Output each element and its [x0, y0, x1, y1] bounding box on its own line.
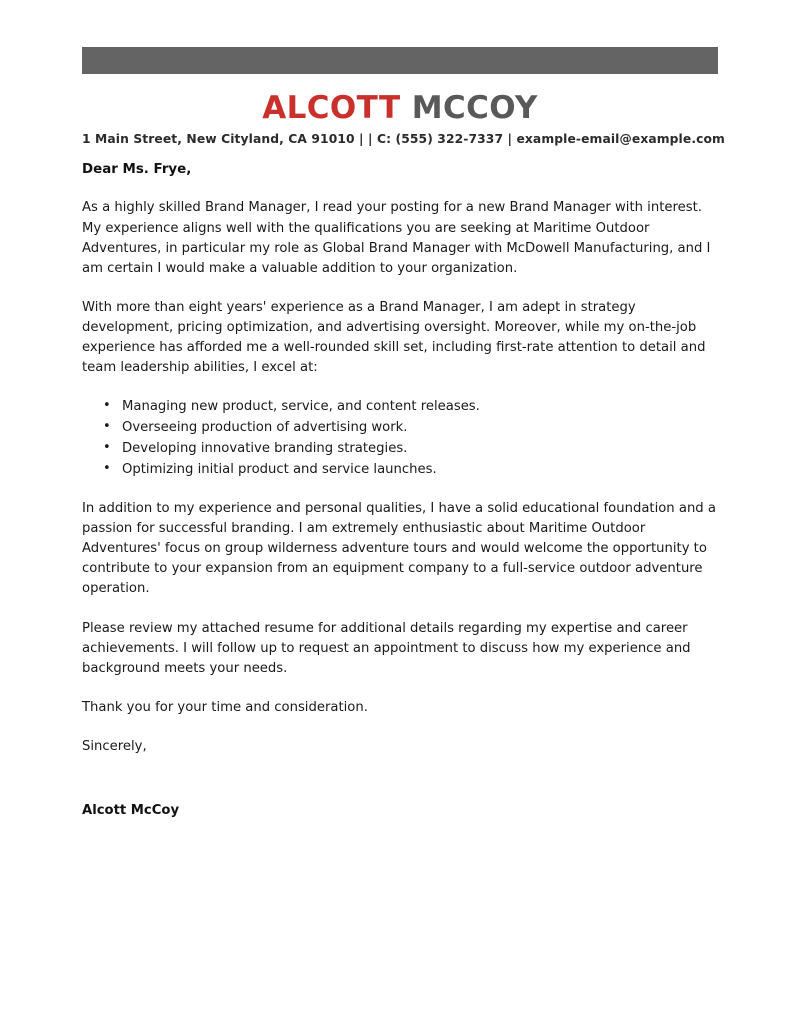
applicant-last-name: MCCOY: [411, 90, 538, 126]
list-item: • Optimizing initial product and service launches.: [82, 460, 720, 480]
list-item: • Developing innovative branding strategies.: [82, 439, 720, 459]
qualifications-list: [82, 397, 720, 480]
list-item: • Managing new product, service, and content releases.: [82, 397, 720, 417]
letter-paragraph-4: Please review my attached resume for additional details regarding my expertise and career achievements. I will follow up to request an appointment to discuss how my experience and background meets your needs.: [82, 620, 691, 676]
letter-paragraph-3: In addition to my experience and personal qualities, I have a solid educational foundation and a passion for successful branding. I am extremely enthusiastic about Maritime Outdoor Adventures' focus on group wilderness adventure tours and would welcome the opportunity to contribute to your expansion from an equipment company to a full-service outdoor adventure operation.: [82, 501, 716, 597]
salutation: Dear Ms. Frye,: [82, 162, 192, 177]
closing-signoff: Sincerely,: [82, 738, 147, 754]
closing-thanks: Thank you for your time and consideration.: [82, 699, 368, 715]
letter-paragraph-1: As a highly skilled Brand Manager, I read your posting for a new Brand Manager with interest. My experience aligns well with the qualifications you are seeking at Maritime Outdoor Adventures, in particular my role as Global Brand Manager with McDowell Manufacturing, and I am certain I would make a valuable addition to your organization.: [82, 200, 711, 276]
applicant-first-name: ALCOTT: [262, 90, 401, 126]
letter-paragraph-2: With more than eight years' experience as a Brand Manager, I am adept in strategy development, pricing optimization, and advertising oversight. Moreover, while my on-the-job experience has afforded me a well-rounded skill set, including first-rate attention to detail and team leadership abilities, I excel at:: [82, 299, 706, 375]
header-accent-bar: [82, 47, 718, 74]
letter-body: [82, 160, 720, 821]
applicant-name: [82, 92, 718, 125]
list-item: • Overseeing production of advertising work.: [82, 418, 720, 438]
contact-info-line: 1 Main Street, New Cityland, CA 91010 | | C: (555) 322-7337 | example-email@example.com: [82, 132, 725, 146]
signature-name: Alcott McCoy: [82, 802, 180, 818]
